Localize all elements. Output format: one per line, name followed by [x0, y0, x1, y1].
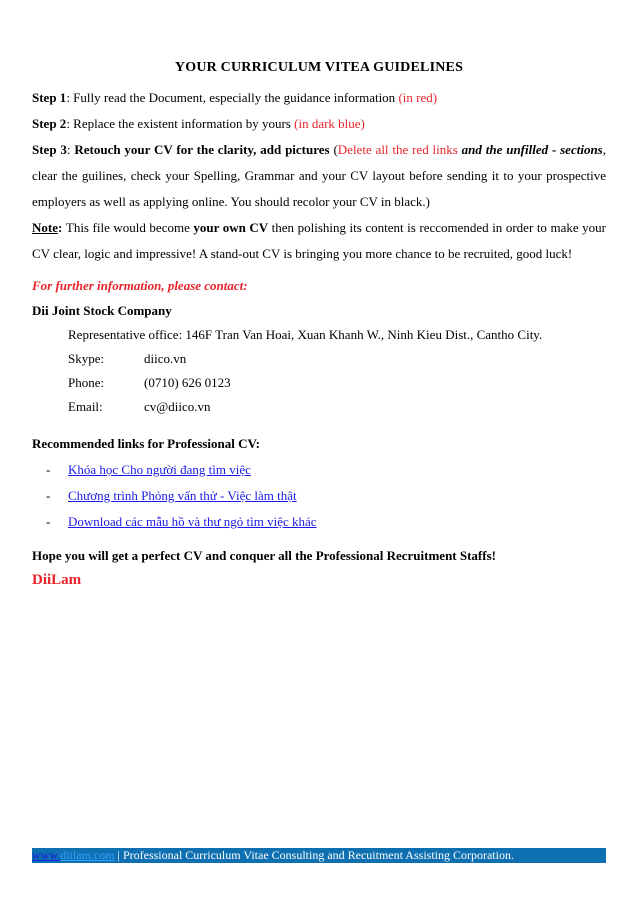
step-3-label: Step 3: [32, 142, 67, 157]
link-item: [32, 509, 606, 535]
list-dash: -: [46, 514, 51, 529]
step-2: [32, 111, 606, 137]
signature: DiiLam: [32, 572, 82, 588]
step-3-colon: :: [66, 142, 75, 157]
note-colon: :: [58, 220, 66, 235]
email-value: cv@diico.vn: [144, 399, 211, 414]
step-3-red-note: Delete all the red links: [337, 142, 458, 157]
company-name: Dii Joint Stock Company: [32, 303, 172, 318]
links-heading: Recommended links for Professional CV:: [32, 436, 260, 451]
step-2-red-note: (in dark blue): [294, 116, 365, 131]
email-label: Email:: [68, 399, 103, 414]
step-3-rest: , clear the guilines, check your Spelling, Grammar and your CV layout before sending it to your prospective employers as well as applying online. You should recolor your CV in black.): [32, 142, 606, 209]
closing-line: Hope you will get a perfect CV and conquer all the Professional Recruitment Staffs!: [32, 548, 496, 563]
step-1-text: : Fully read the Document, especially the guidance information: [66, 90, 399, 105]
note-paragraph: [32, 215, 606, 267]
phone-label: Phone:: [68, 375, 105, 390]
link-download-templates[interactable]: Download các mẫu hồ và thư ngỏ tìm việc khác: [68, 514, 317, 529]
link-job-seeker-course[interactable]: Khóa học Cho người đang tìm việc: [68, 462, 251, 477]
phone-value: (0710) 626 0123: [144, 375, 231, 390]
link-mock-interview-program[interactable]: Chương trình Phỏng vấn thử - Việc làm thật: [68, 488, 297, 503]
link-item: [32, 483, 606, 509]
list-dash: -: [46, 462, 51, 477]
footer-text: | Professional Curriculum Vitae Consulting and Recuitment Assisting Corporation.: [114, 848, 514, 862]
note-label: Note: [32, 220, 58, 235]
note-bold: your own CV: [193, 220, 269, 235]
step-3-bold-italic: and the unfilled - sections: [457, 142, 603, 157]
page-title: YOUR CURRICULUM VITEA GUIDELINES: [174, 60, 464, 75]
skype-value: diico.vn: [144, 351, 187, 366]
step-1-red-note: (in red): [398, 90, 438, 105]
step-1-label: Step 1: [32, 90, 67, 105]
step-1: [32, 85, 606, 111]
footer-domain-link[interactable]: diilam.com: [60, 848, 115, 862]
office-address: Representative office: 146F Tran Van Hoai, Xuan Khanh W., Ninh Kieu Dist., Cantho City.: [68, 327, 543, 342]
step-2-label: Step 2: [32, 116, 67, 131]
footer-bar: [32, 848, 606, 863]
step-3-bold: Retouch your CV for the clarity, add pictures: [74, 142, 330, 157]
step-3: [32, 137, 606, 215]
document-page: [32, 60, 606, 591]
step-2-text: : Replace the existent information by yours: [66, 116, 295, 131]
footer-www[interactable]: www.: [32, 848, 61, 862]
skype-label: Skype:: [68, 351, 105, 366]
email-row: [32, 395, 606, 419]
contact-heading: For further information, please contact:: [32, 278, 248, 293]
list-dash: -: [46, 488, 51, 503]
note-text-2: then polishing its content is reccomended in order to make your CV clear, logic and impressive! A stand-out CV is bringing you more chance to be recruited, good luck!: [32, 220, 606, 261]
phone-row: [32, 371, 606, 395]
skype-row: [32, 347, 606, 371]
note-text-1: This file would become: [65, 220, 194, 235]
step-3-open: (: [329, 142, 338, 157]
link-item: [32, 457, 606, 483]
